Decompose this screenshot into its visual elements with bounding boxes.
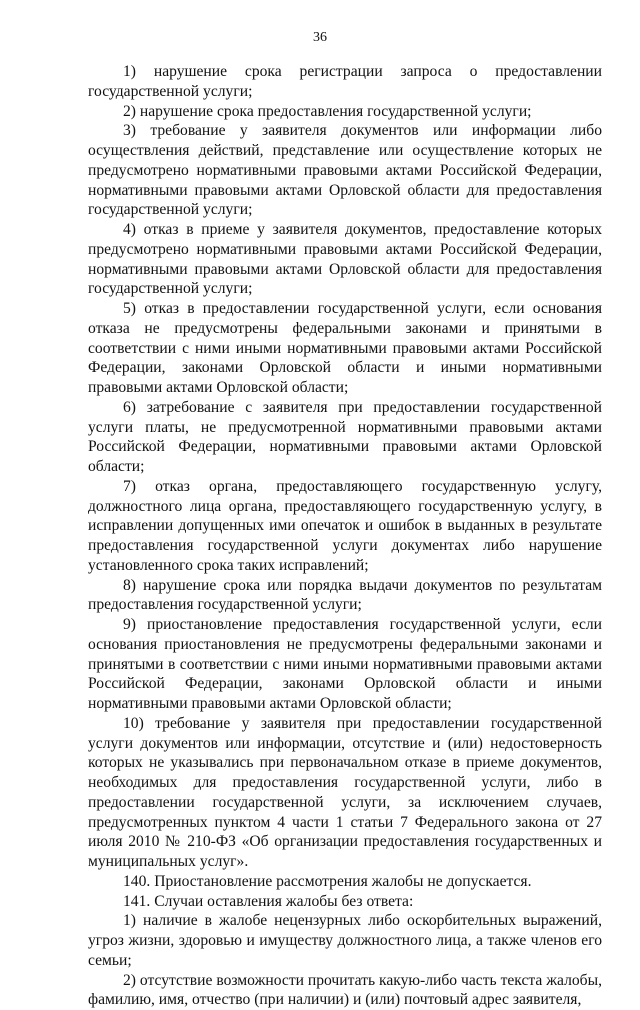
paragraph-case-1: 1) наличие в жалобе нецензурных либо оскорбительных выражений, угроз жизни, здоровью и имуществу должностного лица, а также членов его семьи; <box>88 911 602 970</box>
paragraph-item-7: 7) отказ органа, предоставляющего государственную услугу, должностного лица органа, предоставляющего государственную услугу, в исправлении допущенных ими опечаток и ошибок в выданных в результате предоставления государственной услуги документах либо нарушение установленного срока таких исправлений; <box>88 477 602 576</box>
paragraph-item-1: 1) нарушение срока регистрации запроса о предоставлении государственной услуги; <box>88 62 602 102</box>
paragraph-case-2: 2) отсутствие возможности прочитать какую-либо часть текста жалобы, фамилию, имя, отчество (при наличии) и (или) почтовый адрес заявителя, <box>88 971 602 1010</box>
paragraph-item-10: 10) требование у заявителя при предоставлении государственной услуги документов или информации, отсутствие и (или) недостоверность которых не указывались при первоначальном отказе в приеме документов, необходимых для предоставления государственной услуги, либо в предоставлении государственной услуги, за исключением случаев, предусмотренных пунктом 4 части 1 статьи 7 Федерального закона от 27 июля 2010 № 210-ФЗ «Об организации предоставления государственных и муниципальных услуг». <box>88 714 602 872</box>
paragraph-item-3: 3) требование у заявителя документов или информации либо осуществления действий, представление или осуществление которых не предусмотрено нормативными правовыми актами Российской Федерации, нормативными правовыми актами Орловской области для предоставления государственной услуги; <box>88 121 602 220</box>
paragraph-item-2: 2) нарушение срока предоставления государственной услуги; <box>88 102 602 122</box>
page-number: 36 <box>0 30 640 46</box>
paragraph-clause-140: 140. Приостановление рассмотрения жалобы не допускается. <box>88 872 602 892</box>
paragraph-item-5: 5) отказ в предоставлении государственной услуги, если основания отказа не предусмотрены федеральными законами и принятыми в соответствии с ними иными нормативными правовыми актами Российской Федерации, законами Орловской области и иными нормативными правовыми актами Орловской области; <box>88 299 602 398</box>
document-body <box>88 62 602 1010</box>
paragraph-item-6: 6) затребование с заявителя при предоставлении государственной услуги платы, не предусмотренной нормативными правовыми актами Российской Федерации, нормативными правовыми актами Орловской области; <box>88 398 602 477</box>
paragraph-item-8: 8) нарушение срока или порядка выдачи документов по результатам предоставления государственной услуги; <box>88 576 602 616</box>
paragraph-clause-141: 141. Случаи оставления жалобы без ответа: <box>88 892 602 912</box>
paragraph-item-4: 4) отказ в приеме у заявителя документов, предоставление которых предусмотрено нормативными правовыми актами Российской Федерации, нормативными правовыми актами Орловской области для предоставления государственной услуги; <box>88 220 602 299</box>
paragraph-item-9: 9) приостановление предоставления государственной услуги, если основания приостановления не предусмотрены федеральными законами и принятыми в соответствии с ними иными нормативными правовыми актами Российской Федерации, законами Орловской области и иными нормативными правовыми актами Орловской области; <box>88 615 602 714</box>
